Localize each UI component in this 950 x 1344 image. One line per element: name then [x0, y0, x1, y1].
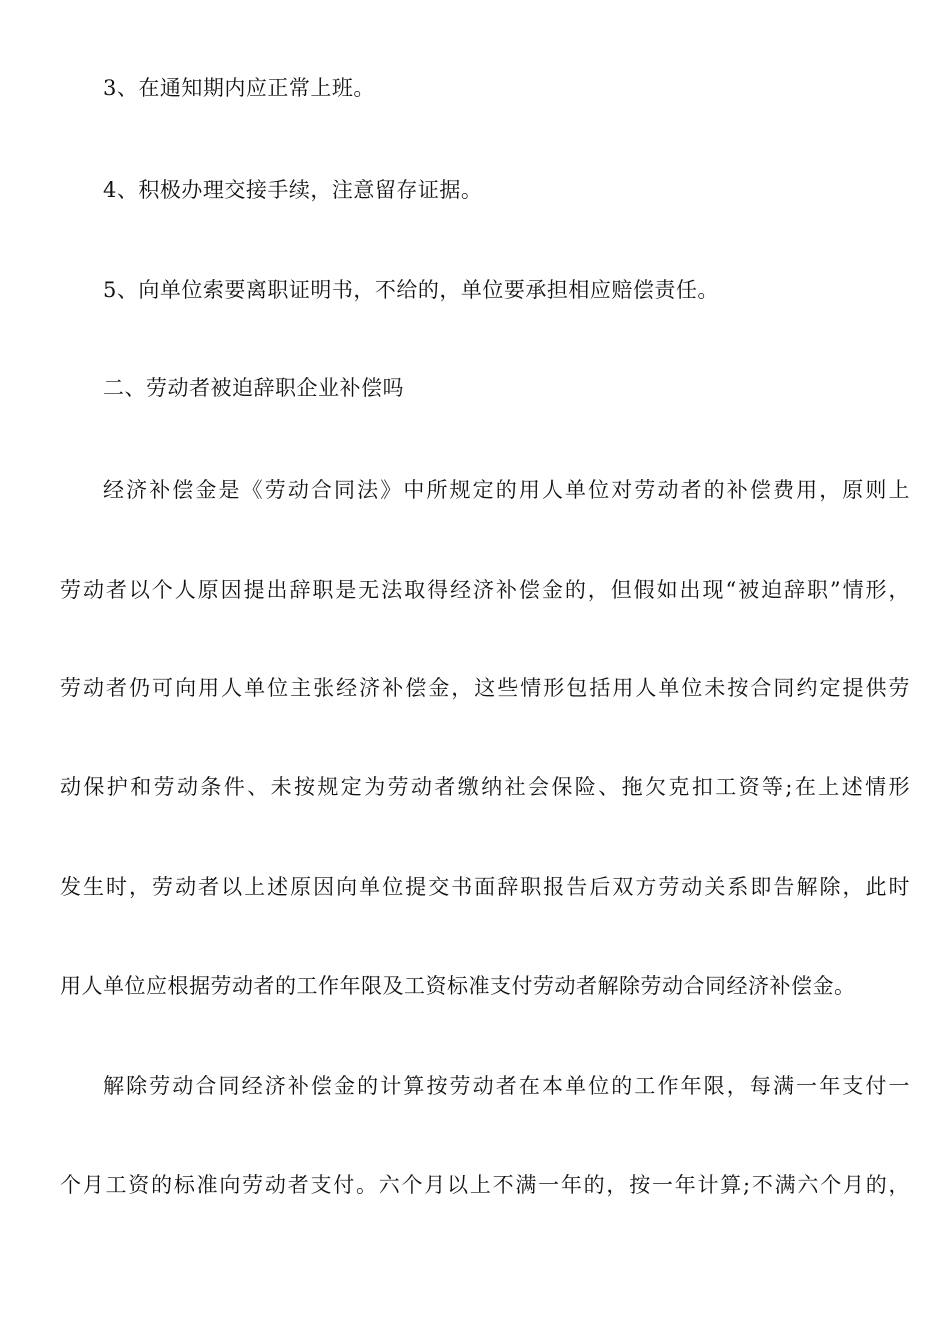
list-item-5: 5、向单位索要离职证明书，不给的，单位要承担相应赔偿责任。 [103, 278, 719, 302]
paragraph-1-line-5: 发生时，劳动者以上述原因向单位提交书面辞职报告后双方劳动关系即告解除，此时 [60, 875, 910, 899]
list-item-4: 4、积极办理交接手续，注意留存证据。 [103, 178, 483, 202]
paragraph-1-line-2: 劳动者以个人原因提出辞职是无法取得经济补偿金的，但假如出现“被迫辞职”情形， [60, 578, 910, 602]
paragraph-2-line-1: 解除劳动合同经济补偿金的计算按劳动者在本单位的工作年限，每满一年支付一 [103, 1074, 910, 1098]
paragraph-1-line-3: 劳动者仍可向用人单位主张经济补偿金，这些情形包括用人单位未按合同约定提供劳 [60, 676, 910, 700]
paragraph-1-line-1: 经济补偿金是《劳动合同法》中所规定的用人单位对劳动者的补偿费用，原则上 [103, 478, 910, 502]
list-item-3: 3、在通知期内应正常上班。 [103, 76, 375, 100]
paragraph-1-line-6: 用人单位应根据劳动者的工作年限及工资标准支付劳动者解除劳动合同经济补偿金。 [60, 974, 856, 998]
section-heading: 二、劳动者被迫辞职企业补偿吗 [103, 376, 404, 400]
paragraph-2-line-2: 个月工资的标准向劳动者支付。六个月以上不满一年的，按一年计算;不满六个月的， [60, 1173, 910, 1197]
paragraph-1-line-4: 动保护和劳动条件、未按规定为劳动者缴纳社会保险、拖欠克扣工资等;在上述情形 [60, 775, 910, 799]
